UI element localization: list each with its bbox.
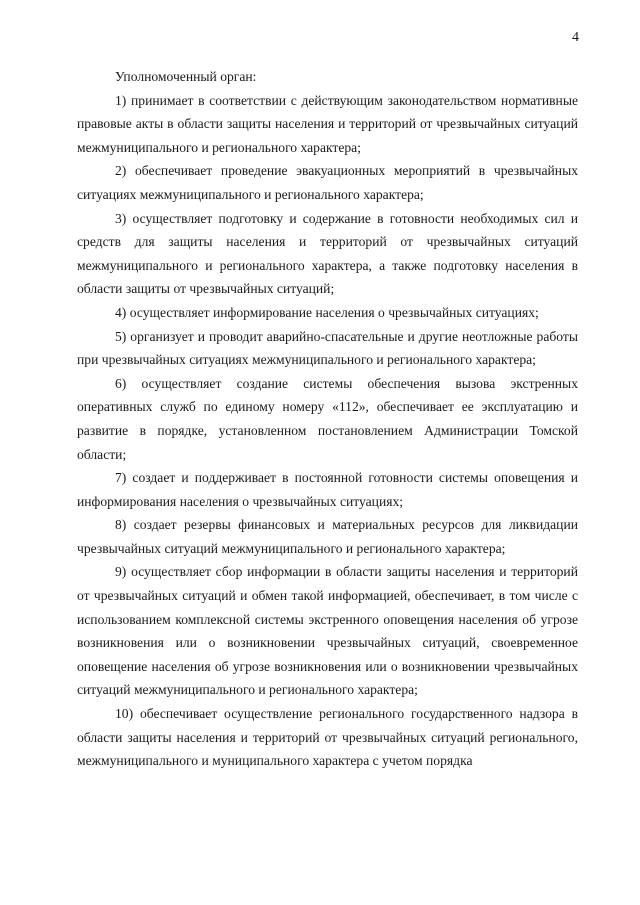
- intro-paragraph: Уполномоченный орган:: [115, 69, 257, 84]
- list-item-3: 3) осуществляет подготовку и содержание в готовности необходимых сил и средств для защиты населения и территорий от чрезвычайных ситуаций межмуниципального и регионального характера, а также подготовку населения в области защиты от чрезвычайных ситуаций;: [77, 210, 578, 297]
- list-item-7: 7) создает и поддерживает в постоянной готовности системы оповещения и информирования населения о чрезвычайных ситуациях;: [77, 470, 578, 509]
- list-item-1: 1) принимает в соответствии с действующим законодательством нормативные правовые акты в области защиты населения и территорий от чрезвычайных ситуаций межмуниципального и регионального характера;: [77, 92, 578, 155]
- list-item-10: 10) обеспечивает осуществление регионального государственного надзора в области защиты населения и территорий от чрезвычайных ситуаций регионального, межмуниципального и муниципального характера с учетом порядка: [77, 706, 578, 769]
- page-number: 4: [572, 30, 579, 45]
- list-item-8: 8) создает резервы финансовых и материальных ресурсов для ликвидации чрезвычайных ситуаций межмуниципального и регионального характера;: [77, 517, 578, 556]
- list-item-4: 4) осуществляет информирование населения о чрезвычайных ситуациях;: [115, 304, 539, 320]
- list-item-2: 2) обеспечивает проведение эвакуационных мероприятий в чрезвычайных ситуациях межмуниципального и регионального характера;: [77, 163, 578, 202]
- document-body: [77, 65, 578, 773]
- list-item-6: 6) осуществляет создание системы обеспечения вызова экстренных оперативных служб по единому номеру «112», обеспечивает ее эксплуатацию и развитие в порядке, установленном постановлением Администрации Томской области;: [77, 375, 578, 462]
- list-item-9: 9) осуществляет сбор информации в области защиты населения и территорий от чрезвычайных ситуаций и обмен такой информацией, обеспечивает, в том числе с использованием комплексной системы экстренного оповещения населения об угрозе возникновения или о возникновении чрезвычайных ситуаций, своевременное оповещение населения об угрозе возникновения или о возникновении чрезвычайных ситуаций межмуниципального и регионального характера;: [77, 564, 578, 698]
- list-item-5: 5) организует и проводит аварийно-спасательные и другие неотложные работы при чрезвычайных ситуациях межмуниципального и регионального характера;: [77, 328, 578, 368]
